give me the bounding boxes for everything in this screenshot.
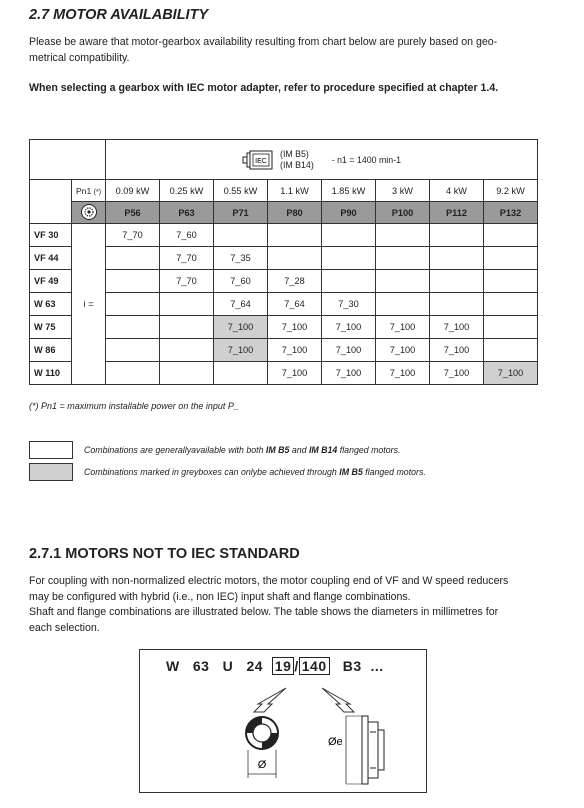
ratio-cell [214,224,268,247]
legend-grey-swatch [29,463,73,481]
table-row [30,224,538,247]
ratio-cell [484,247,538,270]
ratio-cell [376,224,430,247]
frame-cell: P63 [160,202,214,224]
blank-cell [30,202,72,224]
ratio-cell [160,293,214,316]
power-cell: 3 kW [376,180,430,202]
ratio-cell: 7_30 [322,293,376,316]
power-cell: 1.1 kW [268,180,322,202]
power-cell: 0.25 kW [160,180,214,202]
legend-white-text: Combinations are generallyavailable with both IM B5 and IM B14 flanged motors. [84,445,401,455]
frame-row [30,202,538,224]
mounting-b14: (IM B14) [280,159,314,170]
ratio-cell [376,247,430,270]
table-header-row [30,140,538,180]
ratio-cell [430,270,484,293]
frame-cell: P100 [376,202,430,224]
ratio-cell [106,270,160,293]
frame-cell: P132 [484,202,538,224]
ratio-cell [322,224,376,247]
shaft-code: 19 [272,657,295,675]
frame-cell: P90 [322,202,376,224]
ratio-cell: 7_60 [160,224,214,247]
ratio-cell [430,293,484,316]
flange-diameter-label: Øe [328,736,343,748]
ratio-cell: 7_100 [268,362,322,385]
motor-header-cell [106,140,538,180]
ratio-cell-grey: 7_100 [214,339,268,362]
ratio-cell: 7_100 [430,316,484,339]
footnote: (*) Pn1 = maximum installable power on the input P_ [29,401,239,411]
ratio-cell: 7_100 [268,339,322,362]
reducer-name: W 86 [30,339,72,362]
table-row [30,247,538,270]
pn-note: (*) [93,188,102,196]
section-title: 2.7 MOTOR AVAILABILITY [29,7,209,23]
intro-line-2: metrical compatibility. [29,51,130,64]
frame-cell: P112 [430,202,484,224]
reducer-name: VF 49 [30,270,72,293]
legend-white-swatch [29,441,73,459]
ratio-cell [484,339,538,362]
reducer-name: VF 30 [30,224,72,247]
legend-grey-text: Combinations marked in greyboxes can onlybe achieved through IM B5 flanged motors. [84,467,426,477]
ratio-cell: 7_35 [214,247,268,270]
ratio-cell: 7_64 [214,293,268,316]
power-cell: 0.09 kW [106,180,160,202]
intro-line-1: Please be aware that motor-gearbox availability resulting from chart below are purely based on geo- [29,36,498,48]
ratio-cell: 7_100 [376,316,430,339]
corner-cell [30,140,106,180]
ratio-cell: 7_100 [322,362,376,385]
ratio-cell [160,362,214,385]
ratio-label: i = [72,224,106,385]
ratio-cell: 7_100 [322,316,376,339]
frame-cell: P71 [214,202,268,224]
ratio-cell [430,224,484,247]
input-speed: - n1 = 1400 min-1 [331,154,401,165]
ratio-cell [430,247,484,270]
subsection-line-4: each selection. [29,621,100,634]
frame-cell: P56 [106,202,160,224]
gear-icon-cell [72,202,106,224]
ratio-cell: 7_100 [376,362,430,385]
table-row [30,339,538,362]
subsection-title: 2.7.1 MOTORS NOT TO IEC STANDARD [29,546,300,562]
ratio-cell [106,339,160,362]
mounting-b5: (IM B5) [280,148,309,159]
subsection-paragraph [29,574,559,636]
table-row [30,293,538,316]
ratio-cell [160,316,214,339]
ratio-cell: 7_100 [430,339,484,362]
ratio-cell [484,316,538,339]
ratio-cell: 7_100 [268,316,322,339]
ratio-cell [268,224,322,247]
reducer-name: W 63 [30,293,72,316]
power-row [30,180,538,202]
iec-label: IEC [255,157,267,165]
ratio-cell [214,362,268,385]
reducer-name: W 110 [30,362,72,385]
ratio-cell [160,339,214,362]
ratio-cell [484,293,538,316]
intro-paragraph [29,35,559,66]
table-row [30,270,538,293]
subsection-line-3: Shaft and flange combinations are illustrated below. The table shows the diameters in millimetres for [29,606,499,618]
power-cell: 4 kW [430,180,484,202]
ratio-cell: 7_64 [268,293,322,316]
ratio-cell: 7_70 [160,270,214,293]
subsection-line-2: may be configured with hybrid (i.e., non IEC) input shaft and flange combinations. [29,590,411,603]
pn-label-cell [72,180,106,202]
ratio-cell: 7_28 [268,270,322,293]
iec-motor-icon [242,149,274,171]
frame-cell: P80 [268,202,322,224]
ratio-cell-grey: 7_100 [484,362,538,385]
availability-table [29,139,538,385]
ratio-cell [322,270,376,293]
ratio-cell [106,247,160,270]
subsection-line-1: For coupling with non-normalized electric motors, the motor coupling end of VF and W speed reducers [29,575,509,587]
iec-note: When selecting a gearbox with IEC motor adapter, refer to procedure specified at chapter 1.4. [29,82,499,94]
table-row [30,362,538,385]
reducer-name: VF 44 [30,247,72,270]
ratio-cell [268,247,322,270]
ratio-cell [106,316,160,339]
arrow-shaft-icon [254,688,286,712]
ratio-cell: 7_70 [160,247,214,270]
ratio-cell: 7_60 [214,270,268,293]
shaft-flange-diagram [140,650,426,792]
ratio-cell [106,362,160,385]
pn-label: Pn1 [75,185,92,196]
power-cell: 1.85 kW [322,180,376,202]
ratio-cell [484,224,538,247]
arrow-flange-icon [322,688,354,712]
ratio-cell: 7_100 [376,339,430,362]
ratio-cell [376,270,430,293]
shaft-diameter-label: Ø [257,759,267,771]
power-cell: 0.55 kW [214,180,268,202]
ratio-cell [106,293,160,316]
designation-figure [139,649,427,793]
gear-icon [80,203,98,221]
designation-code: W 63 U 24 19 / 140 B3 ... [166,658,384,674]
reducer-name: W 75 [30,316,72,339]
ratio-cell [484,270,538,293]
ratio-cell [376,293,430,316]
flange-code: 140 [299,657,330,675]
ratio-cell: 7_100 [322,339,376,362]
ratio-cell-grey: 7_100 [214,316,268,339]
ratio-cell [322,247,376,270]
ratio-cell: 7_70 [106,224,160,247]
power-cell: 9.2 kW [484,180,538,202]
blank-cell [30,180,72,202]
ratio-cell: 7_100 [430,362,484,385]
table-row [30,316,538,339]
